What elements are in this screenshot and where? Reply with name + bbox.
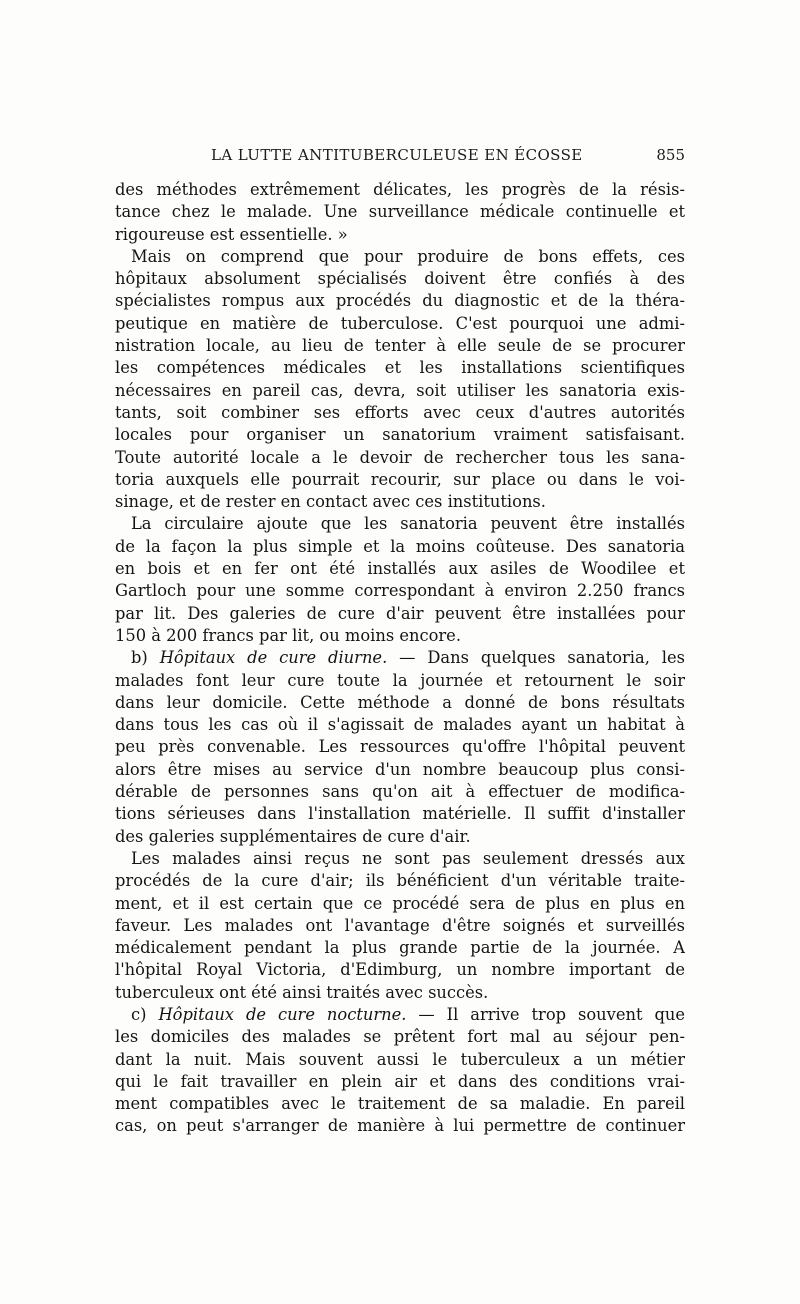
text-line: locales pour organiser un sanatorium vraiment satisfaisant. [115, 425, 685, 445]
page-number: 855 [656, 146, 685, 164]
text-line: ment, et il est certain que ce procédé sera de plus en plus en [115, 893, 685, 913]
text-line: sinage, et de rester en contact avec ces institutions. [115, 492, 546, 512]
running-title: LA LUTTE ANTITUBERCULEUSE EN ÉCOSSE [211, 146, 583, 164]
text-line: peu près convenable. Les ressources qu'offre l'hôpital peuvent [115, 737, 685, 757]
text-line: faveur. Les malades ont l'avantage d'être soignés et surveillés [115, 915, 685, 935]
text-line: La circulaire ajoute que les sanatoria peuvent être installés [131, 514, 685, 534]
section-lead: — Il arrive trop souvent que [406, 1004, 685, 1024]
text-line: des galeries supplémentaires de cure d'air. [115, 826, 471, 846]
section-marker: c) [131, 1004, 159, 1024]
text-line: cas, on peut s'arranger de manière à lui permettre de continuer [115, 1116, 685, 1136]
text-line: Gartloch pour une somme correspondant à environ 2.250 francs [115, 581, 685, 601]
text-line: qui le fait travailler en plein air et dans des conditions vrai- [115, 1071, 685, 1091]
text-line-section-c [115, 1004, 685, 1026]
text-line: spécialistes rompus aux procédés du diagnostic et de la théra- [115, 291, 685, 311]
text-line: l'hôpital Royal Victoria, d'Edimburg, un nombre important de [115, 960, 685, 980]
text-line: les compétences médicales et les installations scientifiques [115, 358, 685, 378]
text-line: dérable de personnes sans qu'on ait à effectuer de modifica- [115, 782, 685, 802]
text-line: de la façon la plus simple et la moins coûteuse. Des sanatoria [115, 536, 685, 556]
text-line: Toute autorité locale a le devoir de rechercher tous les sana- [115, 447, 685, 467]
text-line: malades font leur cure toute la journée et retournent le soir [115, 670, 685, 690]
text-line: nécessaires en pareil cas, devra, soit utiliser les sanatoria exis- [115, 380, 685, 400]
text-line: dans tous les cas où il s'agissait de malades ayant un habitat à [115, 715, 685, 735]
text-line: tions sérieuses dans l'installation matérielle. Il suffit d'installer [115, 804, 685, 824]
section-heading: Hôpitaux de cure nocturne. [158, 1004, 407, 1024]
text-line: tants, soit combiner ses efforts avec ceux d'autres autorités [115, 402, 685, 422]
text-line: Les malades ainsi reçus ne sont pas seulement dressés aux [131, 848, 685, 868]
text-line: en bois et en fer ont été installés aux asiles de Woodilee et [115, 559, 685, 579]
text-line: procédés de la cure d'air; ils bénéficient d'un véritable traite- [115, 871, 685, 891]
text-line: des méthodes extrêmement délicates, les progrès de la résis- [115, 180, 685, 199]
text-line: nistration locale, au lieu de tenter à elle seule de se procurer [115, 336, 685, 356]
text-line: toria auxquels elle pourrait recourir, sur place ou dans le voi- [115, 469, 685, 489]
section-marker: b) [131, 648, 160, 668]
text-line: Mais on comprend que pour produire de bons effets, ces [131, 246, 685, 266]
text-line: les domiciles des malades se prêtent fort mal au séjour pen- [115, 1027, 685, 1047]
text-line: 150 à 200 francs par lit, ou moins encore. [115, 625, 461, 645]
text-line: hôpitaux absolument spécialisés doivent être confiés à des [115, 269, 685, 289]
text-line: médicalement pendant la plus grande partie de la journée. A [115, 938, 685, 958]
text-line: dans leur domicile. Cette méthode a donné de bons résultats [115, 692, 685, 712]
section-heading: Hôpitaux de cure diurne. [159, 648, 388, 668]
text-line: ment compatibles avec le traitement de sa maladie. En pareil [115, 1094, 685, 1114]
text-line-section-b [115, 647, 685, 669]
body-text [115, 179, 685, 1138]
text-line: par lit. Des galeries de cure d'air peuvent être installées pour [115, 603, 685, 623]
text-line: rigoureuse est essentielle. » [115, 224, 348, 244]
text-line: dant la nuit. Mais souvent aussi le tuberculeux a un métier [115, 1049, 685, 1069]
running-head [115, 146, 685, 170]
text-line: tuberculeux ont été ainsi traités avec succès. [115, 982, 489, 1002]
text-line: tance chez le malade. Une surveillance médicale continuelle et [115, 202, 685, 222]
text-line: alors être mises au service d'un nombre beaucoup plus consi- [115, 759, 685, 779]
text-line: peutique en matière de tuberculose. C'est pourquoi une admi- [115, 313, 685, 333]
section-lead: — Dans quelques sanatoria, les [387, 648, 685, 668]
